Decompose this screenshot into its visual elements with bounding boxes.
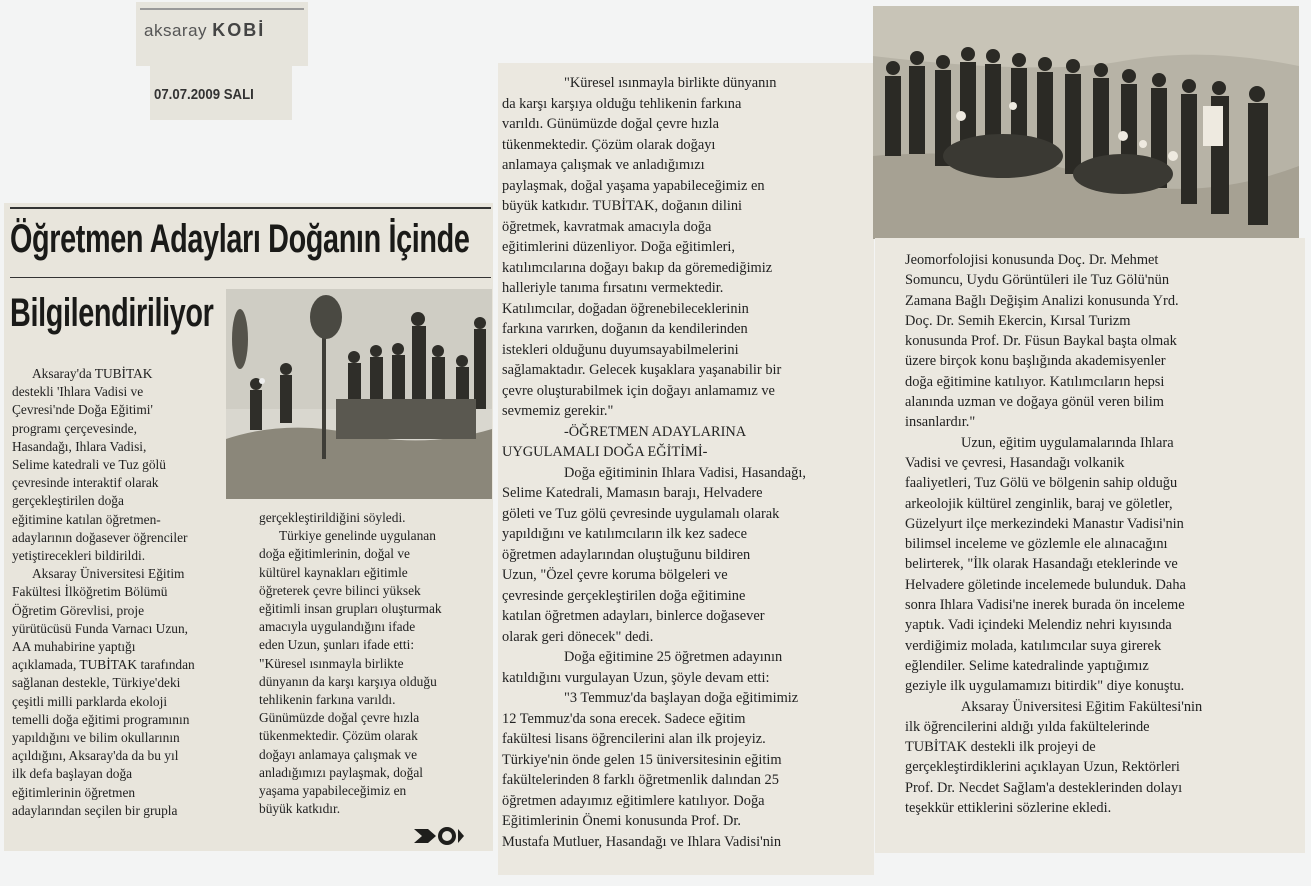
text-line: Katılımcılar, doğadan öğrenebileceklerinin [502,300,749,317]
text-line: faaliyetleri, Tuz Gölü ve bölgenin sahip olduğu [905,475,1178,492]
text-line: Jeomorfolojisi konusunda Doç. Dr. Mehmet [905,252,1159,268]
group-photo-image [226,289,492,499]
text-line: katılan öğretmen adayları, binlerce doğasever [502,608,765,624]
text-line: sağlamaktadır. Gelecek kuşaklara yaşanabilir bir [502,362,782,378]
text-line: sağlanan destekle, Türkiye'deki [12,675,181,691]
text-line: öğretmen adaylarından oluştuğunu bildiren [502,546,751,563]
text-line: Doç. Dr. Semih Ekercin, Kırsal Turizm [905,312,1131,329]
text-line: üzere birçok konu başlığında akademisyenler [905,353,1166,370]
text-line: fakültesi lisans öğrencilerini alan ilk projeyiz. [502,731,766,747]
text-line: gerçekleştirildiğini söyledi. [259,510,406,525]
text-line: eğlendiler. Selime katedralinde yaptığımız [905,657,1149,674]
text-line: eden Uzun, şunları ifade etti: [259,637,415,653]
text-line: Zamana Bağlı Değişim Analizi konusunda Yrd. [905,292,1179,309]
text-line: öğretmek, kavratmak amacıyla doğa [502,218,712,235]
text-line: öğretmen adayımız eğitimlere katılıyor. Doğa [502,792,765,809]
headline-line-1: Öğretmen Adayları Doğanın İçinde [10,217,470,261]
text-line: ilk defa başlayan doğa [12,766,133,782]
text-line: doğa eğitimlerinin, doğal ve [259,546,410,562]
text-line: 12 Temmuz'da sona erecek. Sadece eğitim [502,710,746,727]
text-line: TUBİTAK destekli ilk projeyi de [905,739,1096,756]
text-line: geziyle ilk uygulamamızı bitirdik" diye konuştu. [905,678,1185,695]
text-line: anlamaya çalışmak ve anladığımızı [502,157,705,173]
publication-suffix: KOBİ [212,20,266,40]
top-rule [10,207,491,209]
text-line: Selime katedrali ve Tuz gölü [12,457,166,473]
text-line: programı çerçevesinde, [12,420,137,436]
article-clipping-right [875,238,1305,853]
text-line: Güzelyurt ilçe merkezindeki Manastır Vadisi'nin [905,515,1184,532]
article-clipping-left [4,203,493,851]
text-line: olarak geri dönecek" dedi. [502,628,654,645]
text-line: büyük katkıdır. [259,801,341,817]
text-line: alanında uzman ve doğaya gönül veren bilim [905,394,1164,411]
publication-prefix: aksaray [144,21,208,40]
publication-name [144,20,265,41]
hillside-group-photo-image [873,6,1299,239]
text-line: Çevresi'nde Doğa Eğitimi' [12,402,153,418]
text-line: dünyanın da karşı karşıya olduğu [259,673,437,689]
continuation-arrow-icon [414,825,464,847]
text-line: Öğretim Görevlisi, proje [12,602,145,618]
text-line: yetiştirecekleri bildirildi. [12,548,146,564]
text-line: ilk öğrencilerini aldığı yılda fakültelerinde [905,718,1150,735]
masthead-rule [140,8,304,10]
text-line: yürütücüsü Funda Varnacı Uzun, [12,620,189,636]
text-line: çevresinde gerçekleştirilen doğa eğitimine [502,587,746,604]
text-line: öğreterek çevre bilinci yüksek [259,582,421,598]
left-column-1 [12,365,226,820]
text-line: tükenmektedir. Çözüm olarak doğayı [502,136,716,153]
text-line: -ÖĞRETMEN ADAYLARINA [564,423,747,440]
text-line: Hasandağı, Ihlara Vadisi, [12,438,147,454]
text-line: tükenmektedir. Çözüm olarak [259,728,418,744]
text-line: insanlardır." [905,414,976,431]
text-line: AA muhabirine yaptığı [12,639,136,655]
text-line: çevre oluşturabilmek için doğayı anlamamız ve [502,382,775,399]
text-line: Helvadere göletinde incelemede bulunduk. Daha [905,576,1186,593]
masthead-clipping [136,2,308,66]
text-line: eğitimlerinin öğretmen [12,784,136,800]
text-line: doğayı anlamaya çalışmak ve [259,746,418,762]
text-line: göleti ve Tuz gölü çevresinde uygulamalı olarak [502,505,780,522]
text-line: yaptık. Vadi içindeki Melendiz nehri kıyısında [905,617,1172,634]
text-line: Aksaray Üniversitesi Eğitim Fakültesi'nin [961,698,1203,715]
text-line: gerçekleştirdiklerini açıklayan Uzun, Rektörleri [905,759,1180,776]
text-line: Uzun, eğitim uygulamalarında Ihlara [961,434,1174,451]
text-line: katıldığını vurgulayan Uzun, şöyle devam etti: [502,669,770,686]
text-line: adaylarından seçilen bir grupla [12,802,178,818]
text-line: amacıyla uygulandığını ifade [259,619,416,635]
text-line: Selime Katedrali, Mamasın barajı, Helvadere [502,485,763,501]
text-line: çevresinde interaktif olarak [12,475,159,491]
text-line: yapıldığını ve bilim okullarının [12,730,180,746]
text-line: Fakültesi İlköğretim Bölümü [12,584,168,600]
text-line: Aksaray Üniversitesi Eğitim [32,566,185,582]
left-column-2 [259,509,494,818]
text-line: anladığımızı paylaşmak, doğal [259,764,423,780]
text-line: Türkiye genelinde uygulanan [279,528,436,544]
middle-column [502,73,870,852]
text-line: eğitimli insan grupları oluşturmak [259,601,442,617]
article-photo-group-field [226,289,492,499]
text-line: bilimsel inceleme ve gözlemle ele alınacağını [905,536,1168,553]
text-line: paylaşmak, doğal yaşama yapabileceğimiz en [502,177,765,194]
text-line: Uzun, "Özel çevre koruma bölgeleri ve [502,567,728,583]
text-line: Somuncu, Uydu Görüntüleri ile Tuz Gölü'nün [905,272,1170,289]
text-line: Doğa eğitimine 25 öğretmen adayının [564,649,783,665]
text-line: Günümüzde doğal çevre hızla [259,710,420,726]
text-line: Vadisi ve çevresi, Hasandağı volkanik [905,454,1125,471]
text-line: temelli doğa eğitimi programının [12,711,190,727]
article-photo-group-hillside [873,6,1299,239]
text-line: Prof. Dr. Necdet Sağlam'a desteklerinden dolayı [905,779,1183,796]
text-line: yaşama yapabileceğimiz en [259,783,407,799]
text-line: adaylarının doğasever öğrenciler [12,529,188,545]
text-line: belirterek, "İlk olarak Hasandağı eteklerinde ve [905,556,1178,573]
text-line: gerçekleştirilen doğa [12,493,124,509]
text-line: kültürel kaynakları eğitimle [259,564,408,580]
text-line: fakültelerinden 8 farklı öğretmenlik dalından 25 [502,772,779,788]
text-line: katılımcılarına doğayı bakıp da göremediğimiz [502,259,773,276]
text-line: Türkiye'nin önde gelen 15 üniversitesinin eğitim [502,751,782,768]
text-line: büyük katkıdır. TUBİTAK, doğanın dilini [502,198,743,214]
text-line: UYGULAMALI DOĞA EĞİTİMİ- [502,444,708,460]
text-line: açıklamada, TUBİTAK tarafından [12,657,195,673]
text-line: eğitimlerini düzenliyor. Doğa eğitimleri, [502,239,735,255]
text-line: isteklerі olduğunu duyumsayabilmelerini [502,341,739,358]
text-line: açıldığını, Aksaray'da da bu yıl [12,748,179,764]
text-line: tehlikenin farkına varıldı. [259,692,396,708]
text-line: sevmemiz gerekir." [502,403,614,419]
article-clipping-middle [498,63,874,875]
text-line: destekli 'Ihlara Vadisi ve [12,384,144,400]
text-line: doğa eğitimine katılıyor. Katılımcıların hepsi [905,373,1165,390]
right-column [905,250,1303,818]
text-line: varıldı. Günümüzde doğal çevre hızla [502,116,719,132]
text-line: konusunda Prof. Dr. Füsun Baykal başta olmak [905,333,1177,350]
text-line: "Küresel ısınmayla birlikte dünyanın [564,75,777,91]
text-line: çeşitli milli parklarda ekoloji [12,693,168,709]
text-line: "Küresel ısınmayla birlikte [259,655,404,671]
text-line: yapıldığını ve katılımcıların ilk kez sadece [502,526,747,542]
text-line: verdiğimiz molada, katılımcılar suya girerek [905,637,1162,654]
date-clipping [150,66,292,120]
headline-rule [10,277,491,278]
text-line: Mustafa Mutluer, Hasandağı ve Ihlara Vadisi'nin [502,833,782,850]
text-line: eğitimine katılan öğretmen- [12,511,161,527]
text-line: Doğa eğitiminin Ihlara Vadisi, Hasandağı, [564,464,806,481]
publication-date: 07.07.2009 SALI [154,86,254,103]
text-line: Eğitimlerinin Önemi konusunda Prof. Dr. [502,813,742,829]
text-line: farkına varırken, doğanın da kendilerinden [502,321,748,337]
text-line: halleriyle tanıma fırsatını vermektedir. [502,280,724,296]
text-line: "3 Temmuz'da başlayan doğa eğitimimiz [564,690,799,706]
text-line: Aksaray'da TUBİTAK [32,366,153,381]
text-line: da karşı karşıya olduğu tehlikenin farkına [502,95,742,112]
text-line: teşekkür ettiklerini sözlerine ekledi. [905,800,1112,817]
text-line: sonra Ihlara Vadisi'ne inerek burada ön inceleme [905,597,1185,614]
headline-line-2: Bilgilendiriliyor [10,291,214,335]
text-line: arkeolojik kültürel zenginlik, baraj ve göletler, [905,495,1173,512]
